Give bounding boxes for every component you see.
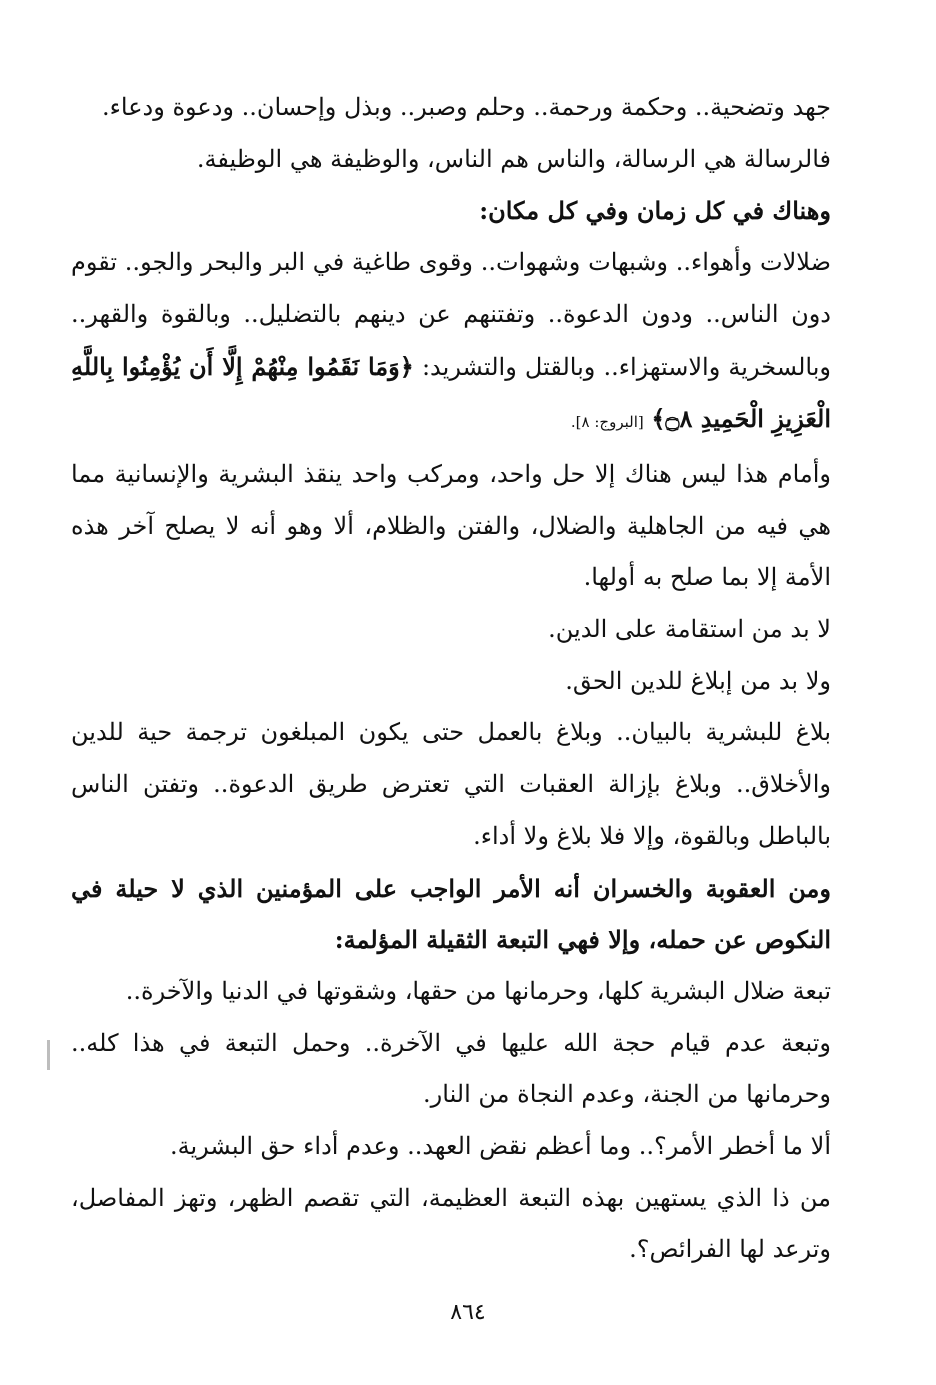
quran-reference: [البروج: ٨]. — [570, 413, 644, 432]
paragraph: فالرسالة هي الرسالة، والناس هم الناس، والوظيفة هي الوظيفة. — [196, 144, 831, 173]
paragraph: جهد وتضحية.. وحكمة ورحمة.. وحلم وصبر.. وبذل وإحسان.. ودعوة ودعاء. — [102, 93, 831, 121]
paragraph: بلاغ للبشرية بالبيان.. وبلاغ بالعمل حتى يكون المبلغون ترجمة حية للدين والأخلاق.. وبلاغ بإزالة العقبات التي تعترض طريق الدعوة.. وتفتن الناس بالباطل وبالقوة، وإلا فلا بلاغ ولا أداء. — [71, 718, 832, 850]
paragraph-text: ضلالات وأهواء.. وشبهات وشهوات.. وقوى طاغية في البر والبحر والجو.. تقوم دون الناس.. ودون الدعوة.. وتفتنهم عن دينهم بالتضليل.. وبالقوة والقهر.. وبالسخرية والاستهزاء.. وبالقتل والتشريد: — [71, 248, 831, 381]
page-number: ٨٦٤ — [450, 1300, 486, 1325]
bold-heading: وهناك في كل زمان وفي كل مكان: — [479, 196, 831, 226]
paragraph: لا بد من استقامة على الدين. — [548, 615, 831, 644]
paragraph-with-verse — [71, 237, 831, 449]
paragraph: وأمام هذا ليس هناك إلا حل واحد، ومركب واحد ينقذ البشرية والإنسانية مما هي فيه من الجاهلية والضلال، والفتن والظلام، ألا وهو أنه لا يصلح آخر هذه الأمة إلا بما صلح به أولها. — [71, 459, 831, 592]
bold-paragraph: ومن العقوبة والخسران أنه الأمر الواجب على المؤمنين الذي لا حيلة في النكوص عن حمله، وإلا فهي التبعة الثقيلة المؤلمة: — [71, 873, 831, 955]
body-text — [71, 82, 831, 1276]
quran-verse: ﴿وَمَا نَقَمُوا مِنْهُمْ إِلَّا أَن يُؤْمِنُوا بِاللَّهِ الْعَزِيزِ الْحَمِيدِ ۝٨﴾ — [71, 351, 831, 434]
paragraph: ألا ما أخطر الأمر؟.. وما أعظم نقض العهد.. وعدم أداء حق البشرية. — [169, 1132, 831, 1161]
paragraph: تبعة ضلال البشرية كلها، وحرمانها من حقها، وشقوتها في الدنيا والآخرة.. — [125, 976, 831, 1005]
paragraph: وتبعة عدم قيام حجة الله عليها في الآخرة.. وحمل التبعة في هذا كله.. وحرمانها من الجنة، وعدم النجاة من النار. — [71, 1028, 831, 1109]
scan-margin-mark — [47, 1040, 50, 1070]
paragraph: ولا بد من إبلاغ للدين الحق. — [565, 666, 831, 695]
paragraph: من ذا الذي يستهين بهذه التبعة العظيمة، التي تقصم الظهر، وتهز المفاصل، وترعد لها الفرائص؟. — [71, 1183, 832, 1264]
